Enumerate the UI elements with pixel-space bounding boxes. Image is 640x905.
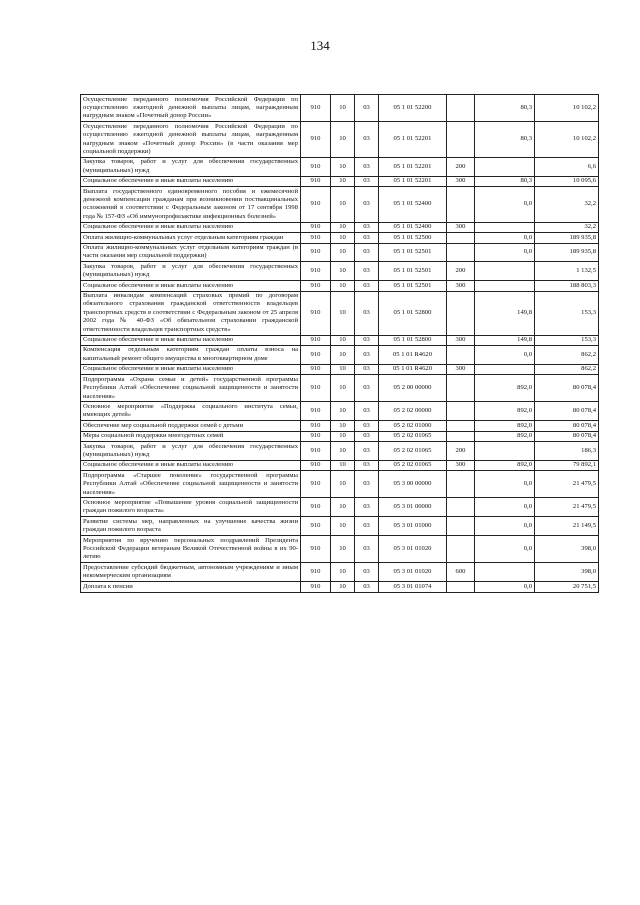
row-target-article: 05 1 01 52400 xyxy=(379,222,447,232)
row-amount-total: 21 479,5 xyxy=(535,498,599,517)
table-row xyxy=(81,122,599,158)
row-section-code: 10 xyxy=(331,95,355,122)
row-description: Социальное обеспечение и иные выплаты населению xyxy=(81,222,301,232)
row-expense-type: 300 xyxy=(447,460,475,470)
row-description: Подпрограмма «Старшее поколение» государственной программы Республики Алтай «Обеспечение социальной защищенности и занятости населения» xyxy=(81,471,301,498)
row-admin-code: 910 xyxy=(301,536,331,563)
row-subsection-code: 03 xyxy=(355,460,379,470)
row-admin-code: 910 xyxy=(301,157,331,176)
row-section-code: 10 xyxy=(331,402,355,421)
row-target-article: 05 3 00 00000 xyxy=(379,471,447,498)
row-subsection-code: 03 xyxy=(355,122,379,158)
row-admin-code: 910 xyxy=(301,345,331,364)
row-target-article: 05 1 01 52500 xyxy=(379,233,447,243)
row-expense-type xyxy=(447,536,475,563)
row-description: Осуществление переданного полномочия Российской Федерации по осуществлению ежегодной денежной выплаты лицам, награжденным нагрудным знаком «Почетный донор России» xyxy=(81,95,301,122)
table-row xyxy=(81,442,599,461)
row-target-article: 05 2 02 00000 xyxy=(379,402,447,421)
row-target-article: 05 1 01 52200 xyxy=(379,95,447,122)
row-section-code: 10 xyxy=(331,421,355,431)
row-amount-total: 10 102,2 xyxy=(535,122,599,158)
row-amount-federal: 0,0 xyxy=(475,498,535,517)
row-amount-federal: 80,3 xyxy=(475,176,535,186)
row-section-code: 10 xyxy=(331,157,355,176)
table-row xyxy=(81,176,599,186)
row-section-code: 10 xyxy=(331,375,355,402)
row-subsection-code: 03 xyxy=(355,421,379,431)
row-admin-code: 910 xyxy=(301,421,331,431)
row-expense-type xyxy=(447,431,475,441)
row-admin-code: 910 xyxy=(301,291,331,335)
row-admin-code: 910 xyxy=(301,364,331,374)
row-expense-type: 200 xyxy=(447,442,475,461)
row-admin-code: 910 xyxy=(301,431,331,441)
row-section-code: 10 xyxy=(331,222,355,232)
row-amount-federal xyxy=(475,442,535,461)
row-description: Социальное обеспечение и иные выплаты населению xyxy=(81,335,301,345)
table-row xyxy=(81,243,599,262)
row-admin-code: 910 xyxy=(301,442,331,461)
row-subsection-code: 03 xyxy=(355,375,379,402)
row-section-code: 10 xyxy=(331,536,355,563)
table-row xyxy=(81,402,599,421)
row-amount-federal: 0,0 xyxy=(475,233,535,243)
row-amount-federal: 0,0 xyxy=(475,536,535,563)
table-row xyxy=(81,498,599,517)
row-target-article: 05 3 01 01000 xyxy=(379,517,447,536)
row-admin-code: 910 xyxy=(301,498,331,517)
table-row xyxy=(81,281,599,291)
row-description: Социальное обеспечение и иные выплаты населению xyxy=(81,364,301,374)
row-subsection-code: 03 xyxy=(355,233,379,243)
row-admin-code: 910 xyxy=(301,233,331,243)
row-amount-total: 186,3 xyxy=(535,442,599,461)
row-amount-total: 21 149,5 xyxy=(535,517,599,536)
row-subsection-code: 03 xyxy=(355,517,379,536)
row-amount-total: 189 935,8 xyxy=(535,243,599,262)
row-description: Социальное обеспечение и иные выплаты населению xyxy=(81,281,301,291)
row-target-article: 05 1 01 52201 xyxy=(379,176,447,186)
row-section-code: 10 xyxy=(331,364,355,374)
row-amount-total: 32,2 xyxy=(535,222,599,232)
row-target-article: 05 3 01 01020 xyxy=(379,536,447,563)
row-amount-federal: 149,8 xyxy=(475,291,535,335)
row-amount-total: 1 132,5 xyxy=(535,262,599,281)
row-amount-federal: 80,3 xyxy=(475,122,535,158)
row-amount-total: 862,2 xyxy=(535,345,599,364)
row-amount-total: 153,3 xyxy=(535,335,599,345)
row-subsection-code: 03 xyxy=(355,536,379,563)
table-body xyxy=(81,95,599,593)
row-section-code: 10 xyxy=(331,442,355,461)
row-section-code: 10 xyxy=(331,243,355,262)
row-amount-federal: 0,0 xyxy=(475,582,535,592)
row-amount-federal: 0,0 xyxy=(475,187,535,223)
row-subsection-code: 03 xyxy=(355,187,379,223)
row-expense-type: 600 xyxy=(447,563,475,582)
row-amount-total: 21 479,5 xyxy=(535,471,599,498)
row-section-code: 10 xyxy=(331,517,355,536)
row-expense-type xyxy=(447,243,475,262)
page-number: 134 xyxy=(310,38,330,53)
row-description: Выплата инвалидам компенсаций страховых премий по договорам обязательного страхования гражданской ответственности владельцев транспортных средств в соответствии с Федеральным законом от 25 апреля 2002 года № 40-ФЗ «Об обязательном страховании гражданской ответственности владельцев транспортных средств» xyxy=(81,291,301,335)
row-description: Оплата жилищно-коммунальных услуг отдельным категориям граждан xyxy=(81,233,301,243)
row-target-article: 05 1 01 52400 xyxy=(379,187,447,223)
row-section-code: 10 xyxy=(331,281,355,291)
row-section-code: 10 xyxy=(331,122,355,158)
row-description: Меры социальной поддержки многодетных семей xyxy=(81,431,301,441)
row-amount-total: 398,0 xyxy=(535,536,599,563)
row-amount-total: 80 078,4 xyxy=(535,431,599,441)
row-description: Мероприятия по вручению персональных поздравлений Президента Российской Федерации ветеранам Великой Отечественной войны в их 90-летию xyxy=(81,536,301,563)
row-target-article: 05 2 02 01065 xyxy=(379,460,447,470)
row-amount-total: 32,2 xyxy=(535,187,599,223)
row-subsection-code: 03 xyxy=(355,471,379,498)
row-section-code: 10 xyxy=(331,233,355,243)
row-expense-type xyxy=(447,233,475,243)
table-row xyxy=(81,187,599,223)
row-section-code: 10 xyxy=(331,262,355,281)
row-amount-federal xyxy=(475,157,535,176)
table-row xyxy=(81,291,599,335)
table-row xyxy=(81,345,599,364)
row-expense-type: 300 xyxy=(447,281,475,291)
row-expense-type xyxy=(447,345,475,364)
table-row xyxy=(81,95,599,122)
row-amount-federal: 0,0 xyxy=(475,517,535,536)
row-expense-type xyxy=(447,582,475,592)
row-description: Обеспечение мер социальной поддержки семей с детьми xyxy=(81,421,301,431)
row-expense-type xyxy=(447,122,475,158)
row-section-code: 10 xyxy=(331,460,355,470)
row-amount-federal: 892,0 xyxy=(475,431,535,441)
table-row xyxy=(81,431,599,441)
row-description: Осуществление переданного полномочия Российской Федерации по осуществлению ежегодной денежной выплаты лицам, награжденным нагрудным знаком «Почетный донор России» (в части оказания мер социальной поддержки) xyxy=(81,122,301,158)
row-target-article: 05 2 00 00000 xyxy=(379,375,447,402)
row-target-article: 05 1 01 52800 xyxy=(379,291,447,335)
row-description: Социальное обеспечение и иные выплаты населению xyxy=(81,460,301,470)
row-admin-code: 910 xyxy=(301,222,331,232)
row-admin-code: 910 xyxy=(301,281,331,291)
row-target-article: 05 3 01 01074 xyxy=(379,582,447,592)
row-admin-code: 910 xyxy=(301,176,331,186)
row-admin-code: 910 xyxy=(301,375,331,402)
row-subsection-code: 03 xyxy=(355,335,379,345)
row-admin-code: 910 xyxy=(301,243,331,262)
row-expense-type xyxy=(447,187,475,223)
row-subsection-code: 03 xyxy=(355,442,379,461)
row-subsection-code: 03 xyxy=(355,95,379,122)
row-expense-type: 300 xyxy=(447,176,475,186)
row-admin-code: 910 xyxy=(301,460,331,470)
row-subsection-code: 03 xyxy=(355,402,379,421)
table-row xyxy=(81,222,599,232)
row-subsection-code: 03 xyxy=(355,345,379,364)
row-amount-total: 80 078,4 xyxy=(535,375,599,402)
row-description: Оплата жилищно-коммунальных услуг отдельным категориям граждан (в части оказания мер социальной поддержки) xyxy=(81,243,301,262)
table-row xyxy=(81,421,599,431)
row-subsection-code: 03 xyxy=(355,157,379,176)
table-row xyxy=(81,335,599,345)
row-target-article: 05 1 01 52201 xyxy=(379,122,447,158)
row-amount-federal: 892,0 xyxy=(475,375,535,402)
row-section-code: 10 xyxy=(331,176,355,186)
row-target-article: 05 2 02 01065 xyxy=(379,442,447,461)
row-amount-total: 80 078,4 xyxy=(535,402,599,421)
row-description: Компенсация отдельным категориям граждан оплаты взноса на капитальный ремонт общего имущества в многоквартирном доме xyxy=(81,345,301,364)
row-expense-type: 200 xyxy=(447,262,475,281)
row-expense-type xyxy=(447,375,475,402)
row-amount-federal xyxy=(475,262,535,281)
row-admin-code: 910 xyxy=(301,335,331,345)
row-target-article: 05 1 01 52201 xyxy=(379,157,447,176)
row-amount-federal xyxy=(475,563,535,582)
row-amount-federal: 0,0 xyxy=(475,471,535,498)
row-amount-federal: 892,0 xyxy=(475,421,535,431)
row-admin-code: 910 xyxy=(301,517,331,536)
row-amount-federal xyxy=(475,281,535,291)
row-description: Основное мероприятие «Поддержка социального института семьи, имеющих детей» xyxy=(81,402,301,421)
row-amount-total: 10 095,6 xyxy=(535,176,599,186)
row-subsection-code: 03 xyxy=(355,291,379,335)
row-admin-code: 910 xyxy=(301,471,331,498)
row-section-code: 10 xyxy=(331,498,355,517)
row-description: Подпрограмма «Охрана семьи и детей» государственной программы Республики Алтай «Обеспечение социальной защищенности и занятости населения» xyxy=(81,375,301,402)
row-expense-type xyxy=(447,421,475,431)
row-amount-total: 189 935,8 xyxy=(535,233,599,243)
row-expense-type: 300 xyxy=(447,222,475,232)
row-admin-code: 910 xyxy=(301,95,331,122)
row-amount-federal: 892,0 xyxy=(475,460,535,470)
row-subsection-code: 03 xyxy=(355,498,379,517)
row-description: Развитие системы мер, направленных на улучшение качества жизни граждан пожилого возраста xyxy=(81,517,301,536)
row-amount-federal xyxy=(475,364,535,374)
row-expense-type: 300 xyxy=(447,335,475,345)
row-subsection-code: 03 xyxy=(355,176,379,186)
row-description: Основное мероприятие «Повышение уровня социальной защищенности граждан пожилого возраста» xyxy=(81,498,301,517)
table-row xyxy=(81,563,599,582)
row-amount-federal: 892,0 xyxy=(475,402,535,421)
row-amount-total: 6,6 xyxy=(535,157,599,176)
row-amount-total: 20 751,5 xyxy=(535,582,599,592)
row-section-code: 10 xyxy=(331,291,355,335)
row-target-article: 05 3 01 00000 xyxy=(379,498,447,517)
row-subsection-code: 03 xyxy=(355,364,379,374)
row-subsection-code: 03 xyxy=(355,431,379,441)
row-amount-total: 398,0 xyxy=(535,563,599,582)
row-subsection-code: 03 xyxy=(355,222,379,232)
row-amount-federal: 149,8 xyxy=(475,335,535,345)
table-row xyxy=(81,157,599,176)
row-description: Предоставление субсидий бюджетным, автономным учреждениям и иным некоммерческим организациям xyxy=(81,563,301,582)
row-description: Закупка товаров, работ и услуг для обеспечения государственных (муниципальных) нужд xyxy=(81,442,301,461)
row-expense-type xyxy=(447,471,475,498)
row-description: Выплата государственного единовременного пособия и ежемесячной денежной компенсации гражданам при возникновении поствакцинальных осложнений в соответствии с Федеральным законом от 17 сентября 1998 года № 157-ФЗ «Об иммунопрофилактике инфекционных болезней» xyxy=(81,187,301,223)
row-target-article: 05 1 01 52501 xyxy=(379,281,447,291)
budget-table xyxy=(80,94,599,593)
row-target-article: 05 2 02 01065 xyxy=(379,431,447,441)
row-subsection-code: 03 xyxy=(355,582,379,592)
table-row xyxy=(81,582,599,592)
row-admin-code: 910 xyxy=(301,262,331,281)
table-row xyxy=(81,233,599,243)
row-expense-type xyxy=(447,291,475,335)
row-target-article: 05 3 01 01020 xyxy=(379,563,447,582)
row-expense-type: 200 xyxy=(447,157,475,176)
row-target-article: 05 1 01 52501 xyxy=(379,262,447,281)
table-row xyxy=(81,375,599,402)
row-amount-federal: 0,0 xyxy=(475,345,535,364)
row-target-article: 05 2 02 01000 xyxy=(379,421,447,431)
row-expense-type xyxy=(447,402,475,421)
row-amount-total: 862,2 xyxy=(535,364,599,374)
row-expense-type xyxy=(447,95,475,122)
table-row xyxy=(81,517,599,536)
row-target-article: 05 1 01 R4620 xyxy=(379,345,447,364)
row-section-code: 10 xyxy=(331,345,355,364)
row-amount-total: 79 892,1 xyxy=(535,460,599,470)
row-amount-federal xyxy=(475,222,535,232)
row-amount-total: 153,3 xyxy=(535,291,599,335)
row-subsection-code: 03 xyxy=(355,243,379,262)
row-admin-code: 910 xyxy=(301,563,331,582)
table-row xyxy=(81,262,599,281)
row-target-article: 05 1 01 52800 xyxy=(379,335,447,345)
row-subsection-code: 03 xyxy=(355,563,379,582)
row-amount-federal: 80,3 xyxy=(475,95,535,122)
table-row xyxy=(81,460,599,470)
row-section-code: 10 xyxy=(331,431,355,441)
row-description: Социальное обеспечение и иные выплаты населению xyxy=(81,176,301,186)
row-expense-type: 300 xyxy=(447,364,475,374)
row-admin-code: 910 xyxy=(301,187,331,223)
table-row xyxy=(81,471,599,498)
row-description: Доплата к пенсии xyxy=(81,582,301,592)
row-amount-total: 80 078,4 xyxy=(535,421,599,431)
row-admin-code: 910 xyxy=(301,122,331,158)
table-row xyxy=(81,364,599,374)
row-subsection-code: 03 xyxy=(355,262,379,281)
row-target-article: 05 1 01 R4620 xyxy=(379,364,447,374)
row-description: Закупка товаров, работ и услуг для обеспечения государственных (муниципальных) нужд xyxy=(81,157,301,176)
row-expense-type xyxy=(447,517,475,536)
row-admin-code: 910 xyxy=(301,582,331,592)
row-amount-federal: 0,0 xyxy=(475,243,535,262)
row-section-code: 10 xyxy=(331,582,355,592)
row-section-code: 10 xyxy=(331,563,355,582)
row-section-code: 10 xyxy=(331,187,355,223)
row-admin-code: 910 xyxy=(301,402,331,421)
table-row xyxy=(81,536,599,563)
row-section-code: 10 xyxy=(331,471,355,498)
row-amount-total: 10 102,2 xyxy=(535,95,599,122)
row-target-article: 05 1 01 52501 xyxy=(379,243,447,262)
row-section-code: 10 xyxy=(331,335,355,345)
row-subsection-code: 03 xyxy=(355,281,379,291)
row-amount-total: 188 803,3 xyxy=(535,281,599,291)
row-expense-type xyxy=(447,498,475,517)
row-description: Закупка товаров, работ и услуг для обеспечения государственных (муниципальных) нужд xyxy=(81,262,301,281)
